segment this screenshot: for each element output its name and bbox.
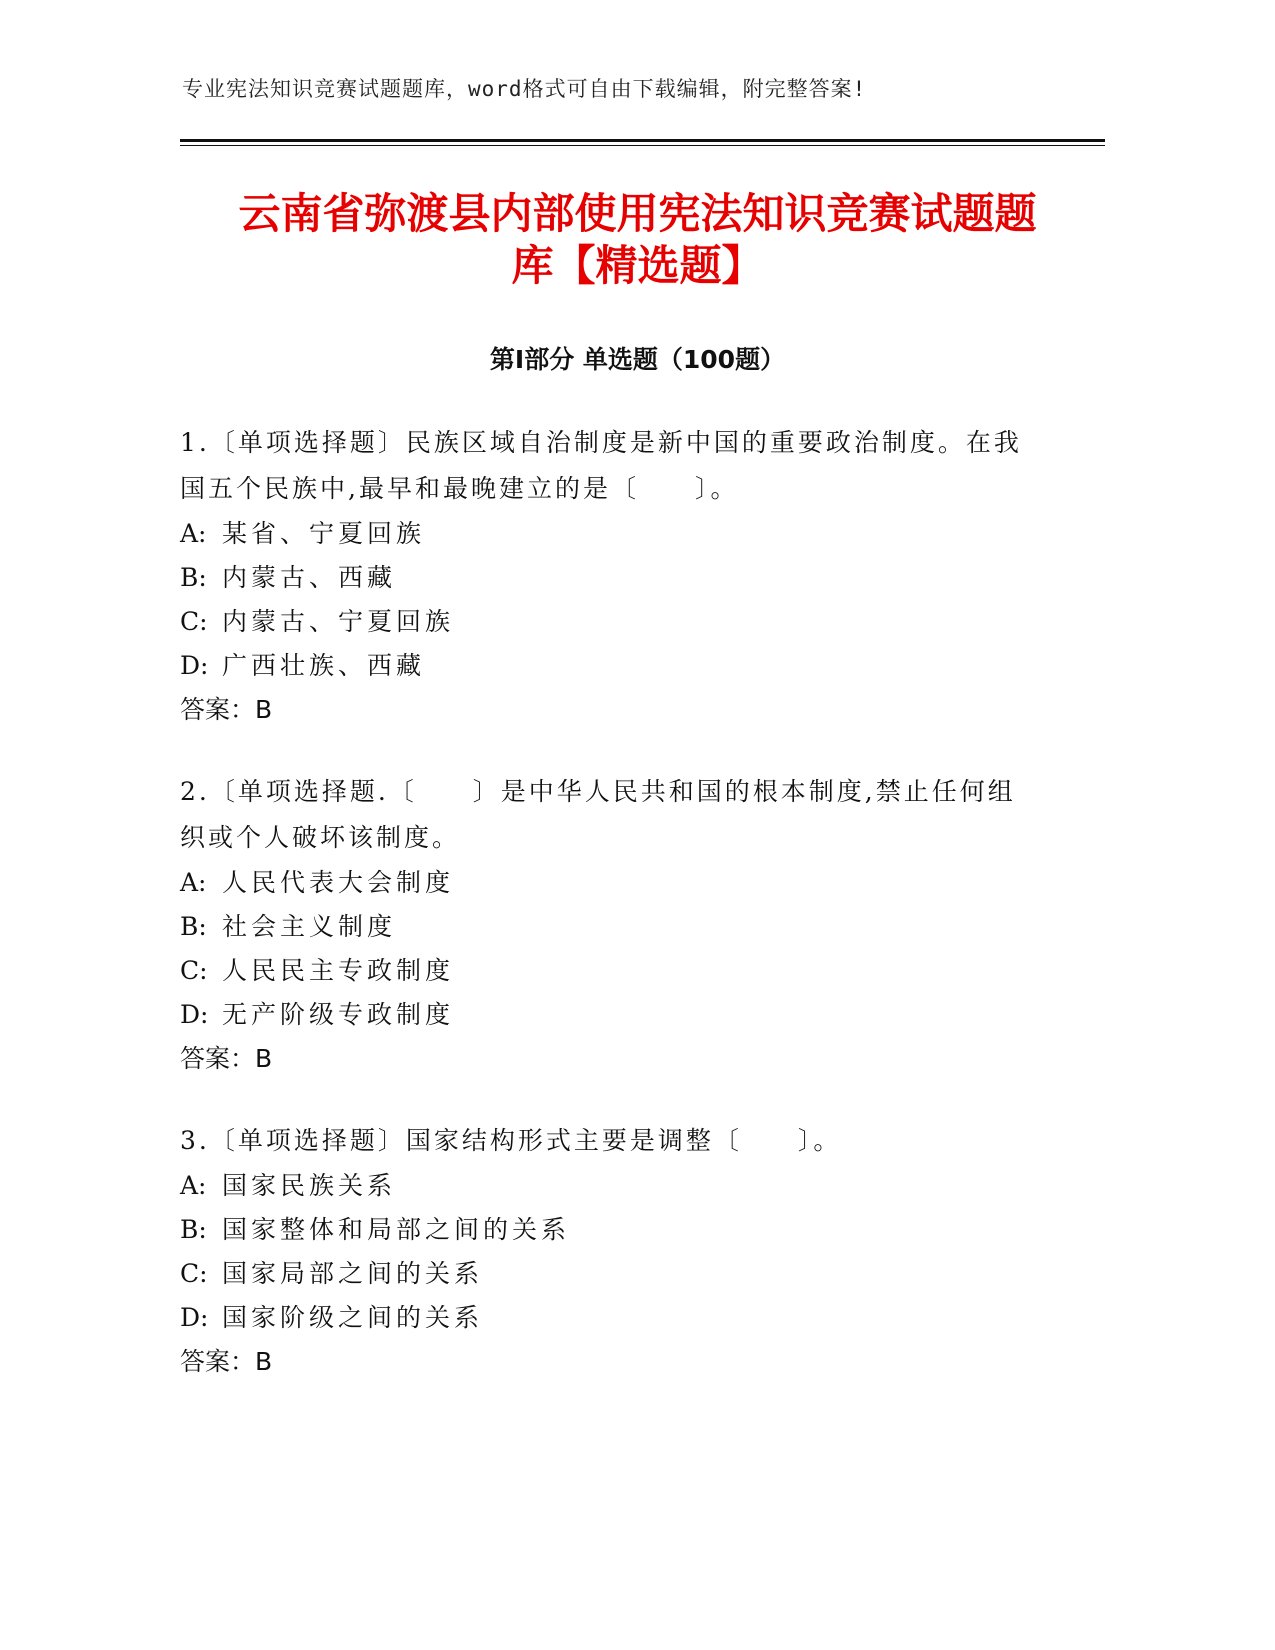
option-letter: C: [180,956,208,985]
option-text: 人民代表大会制度 [222,868,455,897]
option-letter: C: [180,607,208,636]
option-letter: C: [180,1259,208,1288]
option-text: 无产阶级专政制度 [222,1000,455,1029]
document-title [150,188,1125,292]
option-text: 国家民族关系 [222,1171,397,1200]
option-letter: D: [180,1303,209,1332]
option-d [180,993,1040,1037]
option-text: 国家阶级之间的关系 [222,1303,484,1332]
option-letter: D: [180,1000,209,1029]
option-letter: B: [180,563,207,592]
option-d [180,1296,1040,1340]
option-text: 国家局部之间的关系 [222,1259,484,1288]
option-text: 社会主义制度 [222,912,397,941]
option-a [180,1164,1040,1208]
question-stem: 1.〔单项选择题〕民族区域自治制度是新中国的重要政治制度。在我国五个民族中,最早和最晚建立的是〔 〕。 [180,428,1022,503]
option-letter: A: [180,1171,207,1200]
option-letter: A: [180,868,207,897]
option-b [180,556,1040,600]
answer-line: 答案：B [180,1347,273,1376]
option-letter: B: [180,912,207,941]
option-text: 国家整体和局部之间的关系 [222,1215,571,1244]
header-divider-thick [180,139,1105,142]
answer-line: 答案：B [180,1044,273,1073]
header-note: 专业宪法知识竞赛试题题库，word格式可自由下载编辑，附完整答案! [182,77,867,101]
question-stem: 2.〔单项选择题.〔 〕是中华人民共和国的根本制度,禁止任何组织或个人破坏该制度。 [180,777,1016,852]
question-1 [180,420,1040,732]
option-b [180,905,1040,949]
option-text: 广西壮族、西藏 [222,651,426,680]
document-title-line-2: 库【精选题】 [511,241,764,290]
option-text: 人民民主专政制度 [222,956,455,985]
option-letter: D: [180,651,209,680]
option-a [180,512,1040,556]
question-stem: 3.〔单项选择题〕国家结构形式主要是调整〔 〕。 [180,1126,842,1155]
answer-line: 答案：B [180,695,273,724]
option-letter: A: [180,519,207,548]
option-letter: B: [180,1215,207,1244]
option-a [180,861,1040,905]
option-b [180,1208,1040,1252]
option-text: 某省、宁夏回族 [222,519,426,548]
question-3 [180,1118,1040,1384]
section-title: 第Ⅰ部分 单选题（100题） [489,345,786,374]
option-c [180,600,1040,644]
option-d [180,644,1040,688]
header-divider-thin [180,145,1105,146]
document-title-line-1: 云南省弥渡县内部使用宪法知识竞赛试题题 [238,189,1037,238]
question-2 [180,769,1040,1081]
option-c [180,949,1040,993]
option-text: 内蒙古、西藏 [222,563,397,592]
option-c [180,1252,1040,1296]
option-text: 内蒙古、宁夏回族 [222,607,455,636]
